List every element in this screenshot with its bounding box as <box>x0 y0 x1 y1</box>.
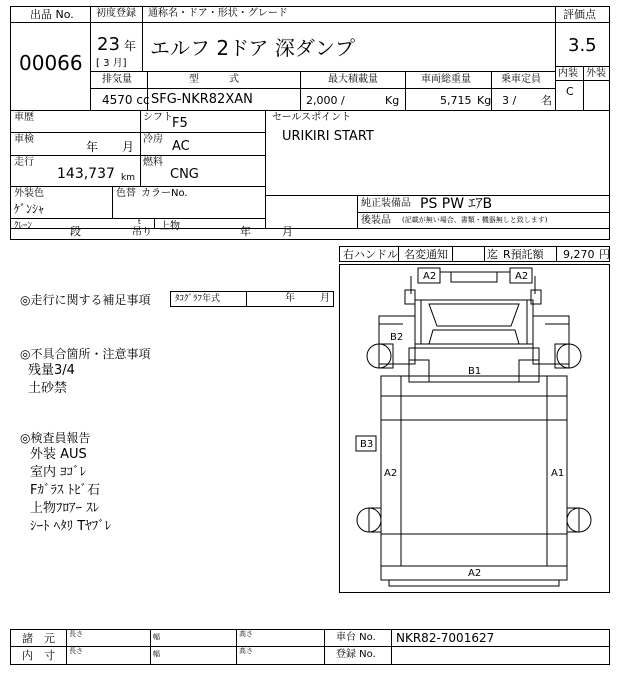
max-load-value: 2,000 / <box>306 94 345 107</box>
capacity-value: 3 / <box>502 94 517 107</box>
diagram-mark: B3 <box>360 439 374 450</box>
defect-item: 土砂禁 <box>28 381 68 396</box>
defects-title: ◎不具合箇所・注意事項 <box>20 347 151 361</box>
car-name: エルフ 2ドア 深ダンプ <box>150 36 356 60</box>
spec-label: 諸 元 <box>22 632 55 645</box>
width-label: 幅 <box>153 650 160 658</box>
chassis-label: 車台 No. <box>336 632 376 643</box>
crane-stage-unit: 段 <box>70 225 81 238</box>
gross-weight-value: 5,715 <box>440 94 472 107</box>
inspection-label: 車検 <box>14 134 34 145</box>
handle-label: 右ハンドル <box>343 248 398 261</box>
interior-grade: C <box>566 85 574 98</box>
name-change-label: 名変通知 <box>404 248 448 261</box>
shift-label: シフト <box>143 112 173 123</box>
inspection-month-unit: 月 <box>122 140 135 154</box>
color-change-label: 色替 <box>116 188 136 199</box>
upper-year-unit: 年 <box>240 225 251 238</box>
exterior-label: 外装 <box>586 68 606 79</box>
displacement-label: 排気量 <box>102 74 132 85</box>
defect-item: 残量3/4 <box>28 363 75 378</box>
height-label: 高さ <box>239 630 253 638</box>
diagram-mark: B1 <box>468 366 482 377</box>
mileage-value: 143,737 <box>57 166 115 182</box>
diagram-mark: A2 <box>468 568 482 579</box>
diagram-mark: B2 <box>390 332 404 343</box>
accessories-label: 後装品 <box>361 215 391 226</box>
history-label: 車歴 <box>14 112 34 123</box>
inspector-item: Fｶﾞﾗｽ ﾄﾋﾞ石 <box>30 483 101 498</box>
footer-table <box>10 629 610 665</box>
ac-label: 冷房 <box>143 134 163 145</box>
upper-month-unit: 月 <box>282 225 293 238</box>
mileage-unit: km <box>121 173 135 183</box>
fuel-label: 燃料 <box>143 157 163 168</box>
recycle-value: 9,270 <box>563 248 595 261</box>
crane-label: ｸﾚｰﾝ <box>14 221 33 231</box>
model-value: SFG-NKR82XAN <box>151 92 253 107</box>
upper-label: 上物 <box>160 221 180 232</box>
displacement-value: 4570 cc <box>102 93 150 107</box>
gross-weight-unit: Kg <box>477 94 492 107</box>
tachograph-month-unit: 月 <box>320 293 330 304</box>
equipment-value: PS PW ｴｱB <box>420 196 493 212</box>
interior-label: 内装 <box>558 68 578 79</box>
mileage-prefix: 迄 <box>487 248 498 261</box>
score-value: 3.5 <box>568 35 597 56</box>
gross-weight-label: 車両総重量 <box>421 74 471 85</box>
chassis-value: NKR82-7001627 <box>396 631 495 645</box>
color-code-label: カラーNo. <box>141 188 188 199</box>
score-label: 評価点 <box>563 8 596 21</box>
recycle-label: R預託額 <box>503 248 544 261</box>
inspection-year-unit: 年 <box>86 140 99 154</box>
inner-label: 内 寸 <box>22 649 55 662</box>
inspector-item: ｼｰﾄ ﾍﾀﾘ Tﾔﾌﾞﾚ <box>30 519 112 534</box>
diagram-mark: A1 <box>551 468 565 479</box>
height-label: 高さ <box>239 647 253 655</box>
name-label: 通称名・ドア・形状・グレード <box>148 8 288 19</box>
inspector-title: ◎検査員報告 <box>20 431 91 445</box>
diagram-mark: A2 <box>515 271 529 282</box>
tachograph-label: ﾀｺｸﾞﾗﾌ年式 <box>175 294 221 304</box>
inspector-item: 上物ﾌﾛｱｰ ｽﾚ <box>30 501 100 516</box>
lot-number: 00066 <box>19 51 83 75</box>
accessories-note: (記載が無い場合、書類・機器無しと致します) <box>402 216 548 224</box>
crane-ton-unit: t <box>138 218 141 226</box>
first-reg-month: [ 3 月] <box>96 58 127 69</box>
ext-color-value: ｹﾞﾝｼｬ <box>14 202 45 216</box>
capacity-unit: 名 <box>541 94 552 107</box>
max-load-unit: Kg <box>385 94 400 107</box>
lot-label: 出品 No. <box>30 8 74 21</box>
length-label: 長さ <box>69 630 83 638</box>
width-label: 幅 <box>153 633 160 641</box>
inspector-item: 外装 AUS <box>30 447 87 462</box>
first-reg-year-unit: 年 <box>124 39 137 53</box>
equipment-label: 純正装備品 <box>361 198 411 209</box>
inspector-item: 室内 ﾖｺﾞﾚ <box>30 465 87 480</box>
ac-value: AC <box>172 139 190 154</box>
recycle-unit: 円 <box>599 248 610 261</box>
first-reg-label: 初度登録 <box>96 8 136 19</box>
mileage-label: 走行 <box>14 157 34 168</box>
capacity-label: 乗車定員 <box>501 74 541 85</box>
model-label: 型 式 <box>189 74 239 85</box>
first-reg-year: 23 <box>97 34 120 55</box>
shift-value: F5 <box>172 116 188 131</box>
crane-hang-unit: 吊り <box>132 227 152 238</box>
max-load-label: 最大積載量 <box>328 74 378 85</box>
diagram-mark: A2 <box>384 468 398 479</box>
diagram-mark: A2 <box>423 271 437 282</box>
ext-color-label: 外装色 <box>14 188 44 199</box>
sales-point-value: URIKIRI START <box>282 129 374 144</box>
fuel-value: CNG <box>170 167 199 182</box>
driving-notes-title: ◎走行に関する補足事項 <box>20 293 151 307</box>
registration-label: 登録 No. <box>336 649 376 660</box>
sales-point-label: セールスポイント <box>272 112 352 123</box>
tachograph-year-unit: 年 <box>285 293 295 304</box>
length-label: 長さ <box>69 647 83 655</box>
damage-diagram <box>339 264 610 593</box>
